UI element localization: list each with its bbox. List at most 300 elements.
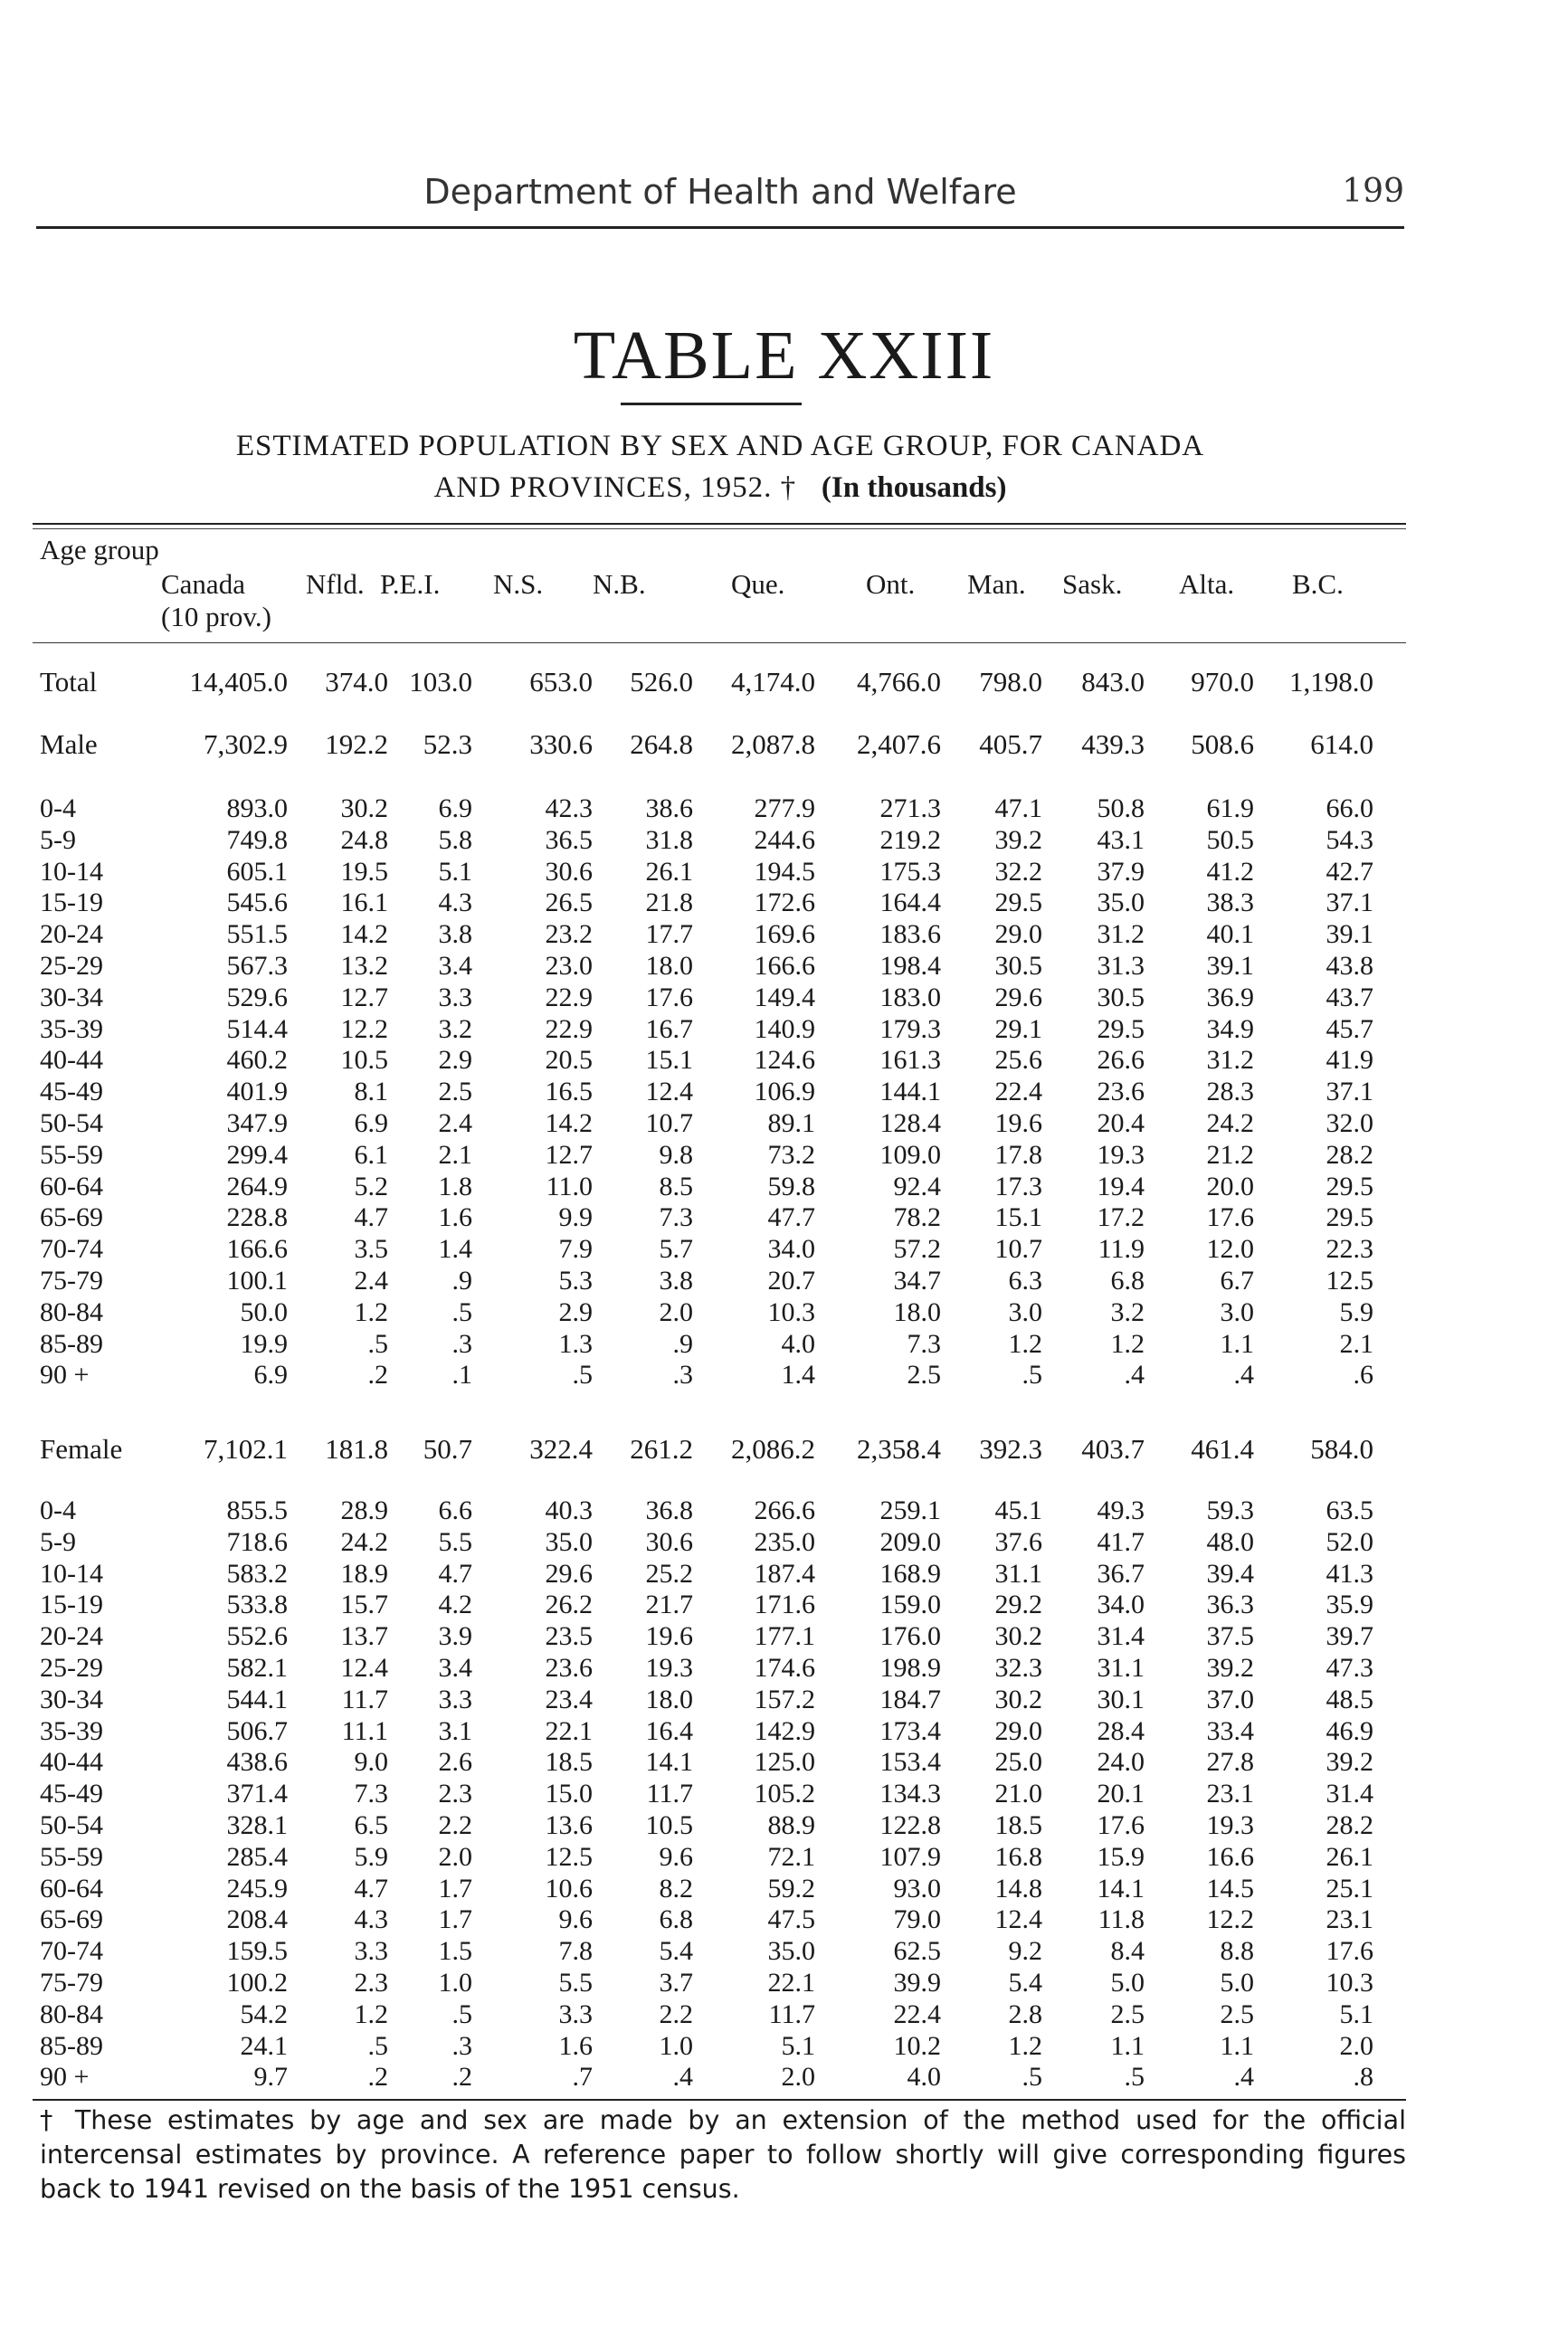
cell: 8.5 — [659, 1172, 693, 1201]
cell: 10.7 — [645, 1108, 693, 1138]
cell: 22.4 — [893, 1999, 941, 2029]
cell: 47.1 — [994, 793, 1042, 823]
cell: 21.0 — [994, 1779, 1042, 1809]
cell: 2.5 — [1220, 1999, 1254, 2029]
cell: 584.0 — [1310, 1433, 1373, 1465]
cell: .4 — [1233, 1360, 1254, 1390]
cell: 24.2 — [1206, 1108, 1254, 1138]
row-label: 85-89 — [40, 2031, 103, 2061]
cell: 6.8 — [659, 1904, 693, 1934]
cell: 31.8 — [645, 825, 693, 855]
cell: 3.3 — [354, 1936, 388, 1966]
cell: 6.5 — [354, 1810, 388, 1840]
cell: 514.4 — [226, 1014, 288, 1044]
cell: 12.5 — [1326, 1266, 1373, 1296]
cell: 26.6 — [1097, 1045, 1145, 1075]
cell: 35.0 — [767, 1936, 815, 1966]
cell: 5.1 — [438, 857, 472, 887]
male-age-row — [0, 825, 1568, 856]
cell: 43.1 — [1097, 825, 1145, 855]
cell: 89.1 — [767, 1108, 815, 1138]
cell: 7,102.1 — [204, 1433, 288, 1465]
cell: 31.1 — [994, 1559, 1042, 1589]
cell: 7.8 — [558, 1936, 593, 1966]
cell: 109.0 — [879, 1140, 941, 1170]
cell: 28.3 — [1206, 1077, 1254, 1106]
male-age-row — [0, 1014, 1568, 1045]
cell: 12.4 — [994, 1904, 1042, 1934]
cell: 59.3 — [1206, 1495, 1254, 1525]
cell: 8.1 — [354, 1077, 388, 1106]
cell: 15.0 — [545, 1779, 593, 1809]
cell: 10.5 — [645, 1810, 693, 1840]
cell: 5.3 — [558, 1266, 593, 1296]
row-label: 75-79 — [40, 1968, 103, 1998]
subtitle-line-2-text: AND PROVINCES, 1952. † — [433, 471, 797, 504]
cell: 2.0 — [1339, 2031, 1373, 2061]
cell: 285.4 — [226, 1842, 288, 1872]
cell: 614.0 — [1310, 728, 1373, 760]
cell: 506.7 — [226, 1716, 288, 1746]
cell: 17.6 — [1326, 1936, 1373, 1966]
cell: 179.3 — [879, 1014, 941, 1044]
cell: 157.2 — [754, 1685, 815, 1714]
cell: 175.3 — [879, 857, 941, 887]
cell: 1.0 — [659, 2031, 693, 2061]
cell: 552.6 — [226, 1621, 288, 1651]
female-age-row — [0, 1621, 1568, 1652]
male-age-row — [0, 1202, 1568, 1233]
cell: 7.9 — [558, 1234, 593, 1264]
cell: 31.2 — [1097, 919, 1145, 949]
cell: 45.7 — [1326, 1014, 1373, 1044]
cell: 5.4 — [659, 1936, 693, 1966]
cell: 277.9 — [754, 793, 815, 823]
cell: 29.6 — [545, 1559, 593, 1589]
cell: 16.7 — [645, 1014, 693, 1044]
cell: 40.1 — [1206, 919, 1254, 949]
row-label: 80-84 — [40, 1999, 103, 2029]
cell: 18.0 — [645, 951, 693, 981]
cell: 40.3 — [545, 1495, 593, 1525]
cell: 2.4 — [438, 1108, 472, 1138]
cell: 322.4 — [529, 1433, 593, 1465]
cell: 749.8 — [226, 825, 288, 855]
cell: 14.8 — [994, 1874, 1042, 1904]
cell: 5.0 — [1220, 1968, 1254, 1998]
row-label: 20-24 — [40, 1621, 103, 1651]
cell: 244.6 — [754, 825, 815, 855]
cell: 28.4 — [1097, 1716, 1145, 1746]
cell: 6.9 — [354, 1108, 388, 1138]
cell: 23.0 — [545, 951, 593, 981]
cell: 259.1 — [879, 1495, 941, 1525]
cell: 3.3 — [438, 1685, 472, 1714]
col-header-alta: Alta. — [1179, 568, 1235, 600]
row-label: Male — [40, 728, 98, 760]
cell: .3 — [451, 1329, 472, 1359]
cell: 8.8 — [1220, 1936, 1254, 1966]
cell: 4.7 — [438, 1559, 472, 1589]
title-rule — [621, 403, 802, 405]
cell: 460.2 — [226, 1045, 288, 1075]
cell: 13.6 — [545, 1810, 593, 1840]
cell: 41.2 — [1206, 857, 1254, 887]
cell: 328.1 — [226, 1810, 288, 1840]
cell: 30.2 — [994, 1685, 1042, 1714]
cell: 25.1 — [1326, 1874, 1373, 1904]
female-age-row — [0, 1716, 1568, 1747]
cell: 5.4 — [1008, 1968, 1042, 1998]
cell: .7 — [572, 2062, 593, 2092]
cell: 1,198.0 — [1289, 666, 1373, 698]
female-age-row — [0, 1810, 1568, 1841]
cell: 22.4 — [994, 1077, 1042, 1106]
cell: 1.3 — [558, 1329, 593, 1359]
cell: 11.1 — [341, 1716, 388, 1746]
cell: .5 — [367, 2031, 388, 2061]
cell: 19.3 — [645, 1653, 693, 1683]
cell: 36.3 — [1206, 1590, 1254, 1619]
cell: 48.0 — [1206, 1527, 1254, 1557]
cell: 23.4 — [545, 1685, 593, 1714]
cell: 228.8 — [226, 1202, 288, 1232]
cell: 39.9 — [893, 1968, 941, 1998]
cell: 6.6 — [438, 1495, 472, 1525]
cell: 18.5 — [545, 1747, 593, 1777]
row-label: 90 + — [40, 2062, 90, 2092]
row-label: 30-34 — [40, 983, 103, 1012]
cell: 47.3 — [1326, 1653, 1373, 1683]
cell: 34.7 — [893, 1266, 941, 1296]
cell: 192.2 — [325, 728, 388, 760]
table-subtitle — [36, 425, 1404, 508]
cell: 19.3 — [1206, 1810, 1254, 1840]
cell: 405.7 — [979, 728, 1042, 760]
cell: 177.1 — [754, 1621, 815, 1651]
cell: 31.1 — [1097, 1653, 1145, 1683]
cell: 299.4 — [226, 1140, 288, 1170]
cell: 2.2 — [659, 1999, 693, 2029]
cell: 31.2 — [1206, 1045, 1254, 1075]
row-label: 35-39 — [40, 1014, 103, 1044]
female-total-row — [0, 1434, 1568, 1465]
cell: 1.7 — [438, 1874, 472, 1904]
running-title: Department of Health and Welfare — [423, 172, 1017, 212]
cell: 34.0 — [767, 1234, 815, 1264]
cell: 545.6 — [226, 888, 288, 917]
cell: 17.3 — [994, 1172, 1042, 1201]
cell: 893.0 — [226, 793, 288, 823]
cell: 39.2 — [1206, 1653, 1254, 1683]
row-label: 35-39 — [40, 1716, 103, 1746]
cell: 32.0 — [1326, 1108, 1373, 1138]
cell: 23.1 — [1326, 1904, 1373, 1934]
canada-col-note: (10 prov.) — [161, 601, 271, 632]
female-age-row — [0, 1874, 1568, 1904]
cell: 3.5 — [354, 1234, 388, 1264]
cell: 3.2 — [1110, 1297, 1145, 1327]
cell: 526.0 — [630, 666, 693, 698]
cell: 1.6 — [558, 2031, 593, 2061]
cell: 3.0 — [1008, 1297, 1042, 1327]
row-label: 20-24 — [40, 919, 103, 949]
cell: 161.3 — [879, 1045, 941, 1075]
cell: .4 — [1233, 2062, 1254, 2092]
cell: .2 — [367, 1360, 388, 1390]
cell: 100.2 — [226, 1968, 288, 1998]
cell: 140.9 — [754, 1014, 815, 1044]
cell: 29.5 — [1326, 1202, 1373, 1232]
table-header-rule — [33, 642, 1406, 643]
cell: 100.1 — [226, 1266, 288, 1296]
cell: 128.4 — [879, 1108, 941, 1138]
male-age-row — [0, 1045, 1568, 1076]
cell: .5 — [1022, 2062, 1042, 2092]
cell: 187.4 — [754, 1559, 815, 1589]
cell: 1.5 — [438, 1936, 472, 1966]
cell: 2,086.2 — [731, 1433, 815, 1465]
cell: 5.5 — [438, 1527, 472, 1557]
cell: 21.8 — [645, 888, 693, 917]
cell: 5.9 — [354, 1842, 388, 1872]
cell: 198.9 — [879, 1653, 941, 1683]
cell: 49.3 — [1097, 1495, 1145, 1525]
cell: 261.2 — [630, 1433, 693, 1465]
cell: 12.4 — [645, 1077, 693, 1106]
cell: 7.3 — [659, 1202, 693, 1232]
cell: 23.2 — [545, 919, 593, 949]
cell: 17.6 — [645, 983, 693, 1012]
female-age-row — [0, 1936, 1568, 1967]
female-age-row — [0, 1495, 1568, 1526]
total-row — [0, 667, 1568, 698]
cell: 23.5 — [545, 1621, 593, 1651]
cell: 36.7 — [1097, 1559, 1145, 1589]
cell: 4.0 — [907, 2062, 941, 2092]
cell: 14.1 — [645, 1747, 693, 1777]
cell: 18.0 — [893, 1297, 941, 1327]
cell: 26.1 — [1326, 1842, 1373, 1872]
cell: 7.3 — [354, 1779, 388, 1809]
cell: 134.3 — [879, 1779, 941, 1809]
cell: 10.7 — [994, 1234, 1042, 1264]
cell: 106.9 — [754, 1077, 815, 1106]
cell: 174.6 — [754, 1653, 815, 1683]
col-header-que: Que. — [731, 568, 785, 600]
cell: 17.6 — [1206, 1202, 1254, 1232]
cell: 17.7 — [645, 919, 693, 949]
cell: 107.9 — [879, 1842, 941, 1872]
cell: 2.2 — [438, 1810, 472, 1840]
cell: 5.1 — [781, 2031, 815, 2061]
cell: 30.6 — [645, 1527, 693, 1557]
cell: 48.5 — [1326, 1685, 1373, 1714]
cell: 2.3 — [438, 1779, 472, 1809]
cell: 15.1 — [645, 1045, 693, 1075]
cell: 3.4 — [438, 951, 472, 981]
female-age-row — [0, 1968, 1568, 1998]
cell: 2.9 — [438, 1045, 472, 1075]
cell: 1.2 — [1110, 1329, 1145, 1359]
cell: 24.1 — [240, 2031, 288, 2061]
cell: 403.7 — [1081, 1433, 1145, 1465]
cell: 2,087.8 — [731, 728, 815, 760]
cell: .4 — [1124, 1360, 1145, 1390]
cell: 78.2 — [893, 1202, 941, 1232]
female-age-row — [0, 1904, 1568, 1935]
cell: 533.8 — [226, 1590, 288, 1619]
cell: 8.4 — [1110, 1936, 1145, 1966]
female-age-row — [0, 1527, 1568, 1558]
male-age-row — [0, 1140, 1568, 1171]
cell: 17.6 — [1097, 1810, 1145, 1840]
col-header-ont: Ont. — [866, 568, 916, 600]
cell: 28.9 — [340, 1495, 388, 1525]
cell: 50.5 — [1206, 825, 1254, 855]
cell: 23.6 — [1097, 1077, 1145, 1106]
cell: 6.9 — [253, 1360, 288, 1390]
female-age-row — [0, 1653, 1568, 1684]
cell: .9 — [672, 1329, 693, 1359]
row-label: 0-4 — [40, 793, 76, 823]
row-label: 25-29 — [40, 951, 103, 981]
cell: 31.3 — [1097, 951, 1145, 981]
cell: 54.3 — [1326, 825, 1373, 855]
cell: 36.9 — [1206, 983, 1254, 1012]
cell: 29.0 — [994, 919, 1042, 949]
cell: 11.7 — [341, 1685, 388, 1714]
cell: 37.6 — [994, 1527, 1042, 1557]
cell: 42.3 — [545, 793, 593, 823]
male-age-row — [0, 1329, 1568, 1360]
cell: 3.7 — [659, 1968, 693, 1998]
cell: 41.3 — [1326, 1559, 1373, 1589]
male-total-row — [0, 729, 1568, 760]
cell: 36.8 — [645, 1495, 693, 1525]
cell: 14.2 — [545, 1108, 593, 1138]
cell: 166.6 — [754, 951, 815, 981]
cell: 4.2 — [438, 1590, 472, 1619]
cell: .5 — [1022, 1360, 1042, 1390]
cell: 10.3 — [1326, 1968, 1373, 1998]
cell: 6.1 — [354, 1140, 388, 1170]
row-label: 75-79 — [40, 1266, 103, 1296]
cell: 12.7 — [545, 1140, 593, 1170]
cell: 235.0 — [754, 1527, 815, 1557]
cell: 171.6 — [754, 1590, 815, 1619]
cell: 194.5 — [754, 857, 815, 887]
cell: 52.3 — [423, 728, 472, 760]
cell: 25.6 — [994, 1045, 1042, 1075]
running-header — [36, 170, 1404, 229]
cell: 2,407.6 — [857, 728, 941, 760]
cell: 1.7 — [438, 1904, 472, 1934]
cell: .4 — [672, 2062, 693, 2092]
cell: 37.5 — [1206, 1621, 1254, 1651]
cell: 14.2 — [340, 919, 388, 949]
table-top-rule — [33, 523, 1406, 525]
cell: 183.6 — [879, 919, 941, 949]
cell: 1.2 — [1008, 1329, 1042, 1359]
cell: 34.0 — [1097, 1590, 1145, 1619]
cell: 13.2 — [340, 951, 388, 981]
cell: 20.0 — [1206, 1172, 1254, 1201]
cell: 164.4 — [879, 888, 941, 917]
male-age-row — [0, 1266, 1568, 1296]
cell: 13.7 — [340, 1621, 388, 1651]
cell: 15.1 — [994, 1202, 1042, 1232]
cell: 38.3 — [1206, 888, 1254, 917]
cell: 17.8 — [994, 1140, 1042, 1170]
cell: 35.9 — [1326, 1590, 1373, 1619]
cell: 50.7 — [423, 1433, 472, 1465]
cell: 29.6 — [994, 983, 1042, 1012]
cell: 39.7 — [1326, 1621, 1373, 1651]
row-label: Female — [40, 1433, 123, 1465]
cell: 15.7 — [340, 1590, 388, 1619]
cell: 5.7 — [659, 1234, 693, 1264]
cell: 5.9 — [1339, 1297, 1373, 1327]
cell: 461.4 — [1191, 1433, 1254, 1465]
cell: .2 — [367, 2062, 388, 2092]
subtitle-line-2 — [36, 467, 1404, 508]
cell: 54.2 — [240, 1999, 288, 2029]
cell: 57.2 — [893, 1234, 941, 1264]
cell: 11.9 — [1098, 1234, 1145, 1264]
cell: 14,405.0 — [189, 666, 288, 698]
cell: 181.8 — [325, 1433, 388, 1465]
cell: 2,358.4 — [857, 1433, 941, 1465]
male-age-row — [0, 1172, 1568, 1202]
cell: 30.5 — [1097, 983, 1145, 1012]
cell: .1 — [451, 1360, 472, 1390]
cell: 401.9 — [226, 1077, 288, 1106]
cell: 29.5 — [1326, 1172, 1373, 1201]
cell: 3.2 — [438, 1014, 472, 1044]
male-age-row — [0, 1077, 1568, 1107]
cell: 37.1 — [1326, 1077, 1373, 1106]
cell: 8.2 — [659, 1874, 693, 1904]
page-number: 199 — [1342, 173, 1404, 210]
female-age-row — [0, 2062, 1568, 2093]
cell: 79.0 — [893, 1904, 941, 1934]
cell: 4.3 — [438, 888, 472, 917]
row-label: 15-19 — [40, 1590, 103, 1619]
cell: 159.5 — [226, 1936, 288, 1966]
cell: 19.5 — [340, 857, 388, 887]
cell: 2.5 — [907, 1360, 941, 1390]
cell: 5.8 — [438, 825, 472, 855]
female-age-row — [0, 1590, 1568, 1620]
cell: 122.8 — [879, 1810, 941, 1840]
row-label: 45-49 — [40, 1779, 103, 1809]
col-header-ns: N.S. — [493, 568, 544, 600]
male-age-row — [0, 857, 1568, 888]
cell: .8 — [1353, 2062, 1373, 2092]
cell: 12.5 — [545, 1842, 593, 1872]
cell: 27.8 — [1206, 1747, 1254, 1777]
cell: 9.6 — [558, 1904, 593, 1934]
cell: 10.6 — [545, 1874, 593, 1904]
cell: 41.9 — [1326, 1045, 1373, 1075]
cell: 4.0 — [781, 1329, 815, 1359]
cell: 31.4 — [1097, 1621, 1145, 1651]
cell: 1.2 — [354, 1297, 388, 1327]
cell: 2.0 — [659, 1297, 693, 1327]
cell: 605.1 — [226, 857, 288, 887]
cell: 173.4 — [879, 1716, 941, 1746]
